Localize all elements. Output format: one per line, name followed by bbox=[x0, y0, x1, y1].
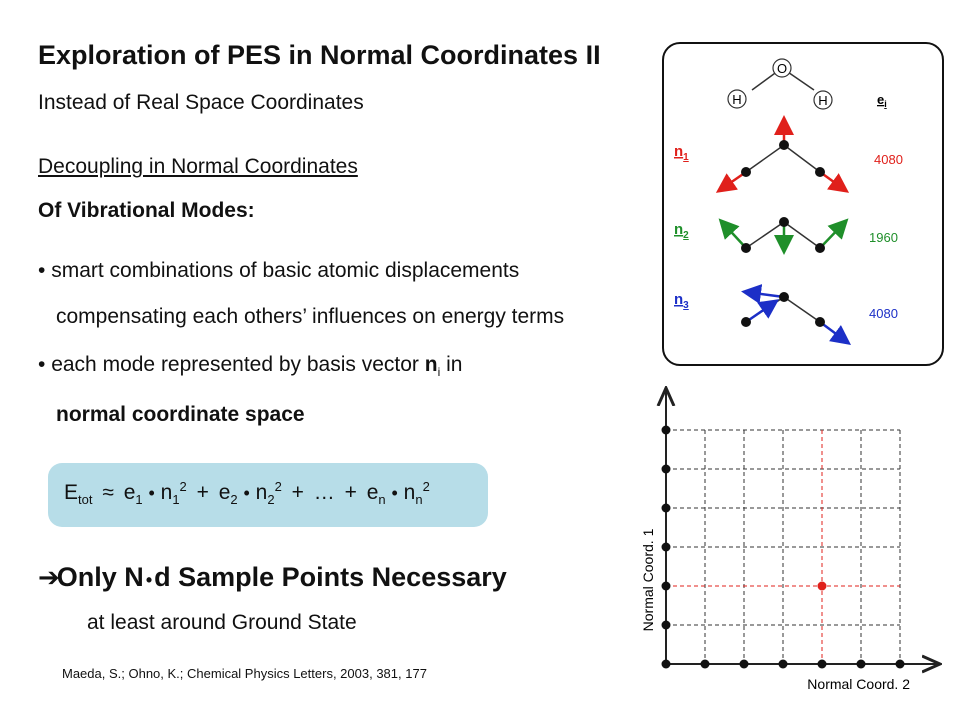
bullet-1-line1: smart combinations of basic atomic displacements bbox=[51, 259, 520, 282]
sample-point-axis1 bbox=[662, 504, 671, 513]
grid-lines bbox=[666, 430, 900, 664]
sample-point-axis1 bbox=[662, 660, 671, 669]
sample-point-axis2 bbox=[779, 660, 788, 669]
arrow-right-icon: ➔ bbox=[38, 562, 60, 592]
energy-header: $e_i$ bbox=[877, 92, 887, 109]
conclusion-post: d Sample Points Necessary bbox=[154, 562, 507, 592]
sample-point-axis2 bbox=[896, 660, 905, 669]
bullet-2-text-post: in bbox=[440, 353, 463, 376]
conclusion bbox=[38, 562, 507, 593]
slide-title: Exploration of PES in Normal Coordinates II bbox=[38, 40, 601, 70]
bullet-2-text-pre: each mode represented by basis vector bbox=[51, 353, 425, 376]
mode-n2-diagram bbox=[722, 217, 845, 253]
x-axis-label: Normal Coord. 2 bbox=[807, 676, 910, 692]
sample-point-axis1 bbox=[662, 426, 671, 435]
sample-point-axis1 bbox=[662, 621, 671, 630]
bullet-1 bbox=[38, 259, 519, 283]
mode-label-n1: $n_1$ bbox=[674, 143, 689, 163]
bullet-1-line2: compensating each others’ influences on energy terms bbox=[56, 305, 565, 328]
sample-point-axis2 bbox=[701, 660, 710, 669]
mode-energy-n3: 4080 bbox=[869, 306, 898, 321]
sample-point-axis1 bbox=[662, 582, 671, 591]
atom-O: O bbox=[776, 61, 788, 76]
basis-vector-symbol: n bbox=[424, 353, 438, 376]
bullet-2-line2: normal coordinate space bbox=[56, 403, 305, 426]
conclusion-subtext: at least around Ground State bbox=[87, 611, 357, 634]
slide-subtitle: Instead of Real Space Coordinates bbox=[38, 91, 364, 114]
conclusion-pre: Only N bbox=[56, 562, 144, 592]
reference: Maeda, S.; Ohno, K.; Chemical Physics Letters, 2003, 381, 177 bbox=[62, 666, 427, 681]
sample-point-axis2 bbox=[740, 660, 749, 669]
mode-n1-diagram bbox=[720, 120, 845, 190]
basis-vector-sub: i bbox=[437, 365, 441, 380]
energy-formula: $E_{tot} \approx e_1$ • $n_1^2 + e_2$ • $n_2^2$ + … + $e_n$ • $n_n^2$ bbox=[64, 479, 430, 508]
mode-label-n2: $n_2$ bbox=[674, 221, 689, 241]
normal-coord-grid bbox=[620, 384, 950, 702]
bullet-2 bbox=[38, 353, 462, 379]
mode-energy-n2: 1960 bbox=[869, 230, 898, 245]
atom-H-right: H bbox=[818, 93, 828, 108]
sample-point-axis1 bbox=[662, 543, 671, 552]
mode-label-n3: $n_3$ bbox=[674, 291, 689, 311]
bullet-symbol: • bbox=[38, 353, 46, 376]
atom-H-left: H bbox=[732, 92, 742, 107]
sample-point-axis1 bbox=[662, 465, 671, 474]
mode-energy-n1: 4080 bbox=[874, 152, 903, 167]
sample-point-axis2 bbox=[857, 660, 866, 669]
heading-vibrational-modes: Of Vibrational Modes: bbox=[38, 199, 255, 222]
sample-point-axis2 bbox=[818, 660, 827, 669]
bullet-symbol: • bbox=[38, 259, 46, 282]
mode-n3-diagram bbox=[741, 292, 847, 342]
water-modes-diagram bbox=[662, 42, 944, 366]
y-axis-label: Normal Coord. 1 bbox=[640, 528, 656, 632]
heading-decoupling: Decoupling in Normal Coordinates bbox=[38, 155, 358, 178]
conclusion-dot: • bbox=[145, 570, 153, 590]
water-molecule-icon bbox=[728, 59, 832, 109]
ground-state-point bbox=[818, 582, 827, 591]
